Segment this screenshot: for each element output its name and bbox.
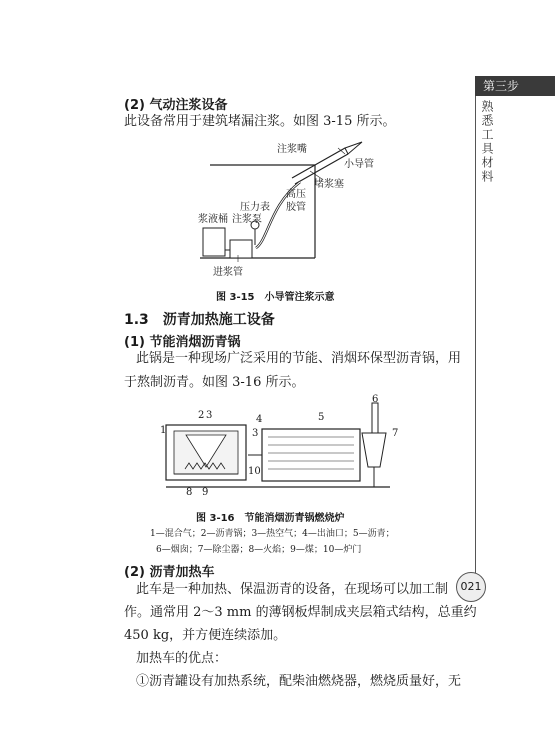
label-gauge: 压力表 [240, 202, 270, 213]
fig316-num-6: 6 [372, 394, 379, 405]
para-pneumatic: 此设备常用于建筑堵漏注浆。如图 3-15 所示。 [124, 114, 396, 129]
fig316-num-3: 3 [206, 410, 213, 421]
fig316-num-3b: 3 [252, 428, 259, 439]
figure-3-16-legend-line2: 6—烟囱；7—除尘器；8—火焰；9—煤；10—炉门 [156, 545, 362, 555]
chapter-step-tab: 第三步 [475, 76, 555, 96]
figure-3-16-caption: 图 3-16 节能消烟沥青锅燃烧炉 [196, 513, 345, 524]
para-car-line1: 此车是一种加热、保温沥青的设备，在现场可以加工制 [136, 582, 449, 597]
label-small-pipe: 小导管 [344, 159, 374, 170]
para-car-line4: 加热车的优点： [136, 651, 228, 666]
label-inlet: 进浆管 [213, 267, 243, 278]
label-hose: 高压胶管 [286, 189, 306, 213]
para-car-line3: 450 kg，并方便连续添加。 [124, 628, 287, 643]
heading-pneumatic: (2) 气动注浆设备 [124, 98, 228, 113]
chapter-title-vertical: 熟悉工具材料 [480, 100, 494, 184]
label-nozzle: 注浆嘴 [277, 144, 307, 155]
fig316-num-5: 5 [318, 412, 325, 423]
fig316-num-2: 2 [198, 410, 205, 421]
label-bucket: 浆液桶 [198, 214, 228, 225]
section-1-3-heading: 1.3 沥青加热施工设备 [124, 312, 275, 328]
page-number: 021 [456, 572, 486, 602]
label-pump: 注浆泵 [232, 214, 262, 225]
fig316-num-4: 4 [256, 414, 263, 425]
figure-3-15-caption: 图 3-15 小导管注浆示意 [216, 292, 335, 303]
figure-3-16-diagram [0, 395, 555, 505]
para-car-line5: ①沥青罐设有加热系统，配柴油燃烧器，燃烧质量好，无 [136, 674, 462, 689]
fig316-num-8: 8 [186, 487, 193, 498]
fig316-num-7: 7 [392, 428, 399, 439]
para-car-line2: 作。通常用 2～3 mm 的薄钢板焊制成夹层箱式结构，总重约 [124, 605, 477, 620]
para-pot-line1: 此锅是一种现场广泛采用的节能、消烟环保型沥青锅，用 [136, 351, 462, 366]
figure-3-16-legend-line1: 1—混合气；2—沥青锅；3—热空气；4—出油口；5—沥青； [150, 529, 395, 539]
fig316-num-1: 1 [160, 425, 167, 436]
heading-car: (2) 沥青加热车 [124, 565, 215, 580]
fig316-num-10: 10 [248, 466, 261, 477]
fig316-num-9: 9 [202, 487, 209, 498]
para-pot-line2: 于熬制沥青。如图 3-16 所示。 [124, 375, 305, 390]
heading-pot: (1) 节能消烟沥青锅 [124, 335, 241, 350]
label-plug: 堵浆塞 [314, 179, 344, 190]
